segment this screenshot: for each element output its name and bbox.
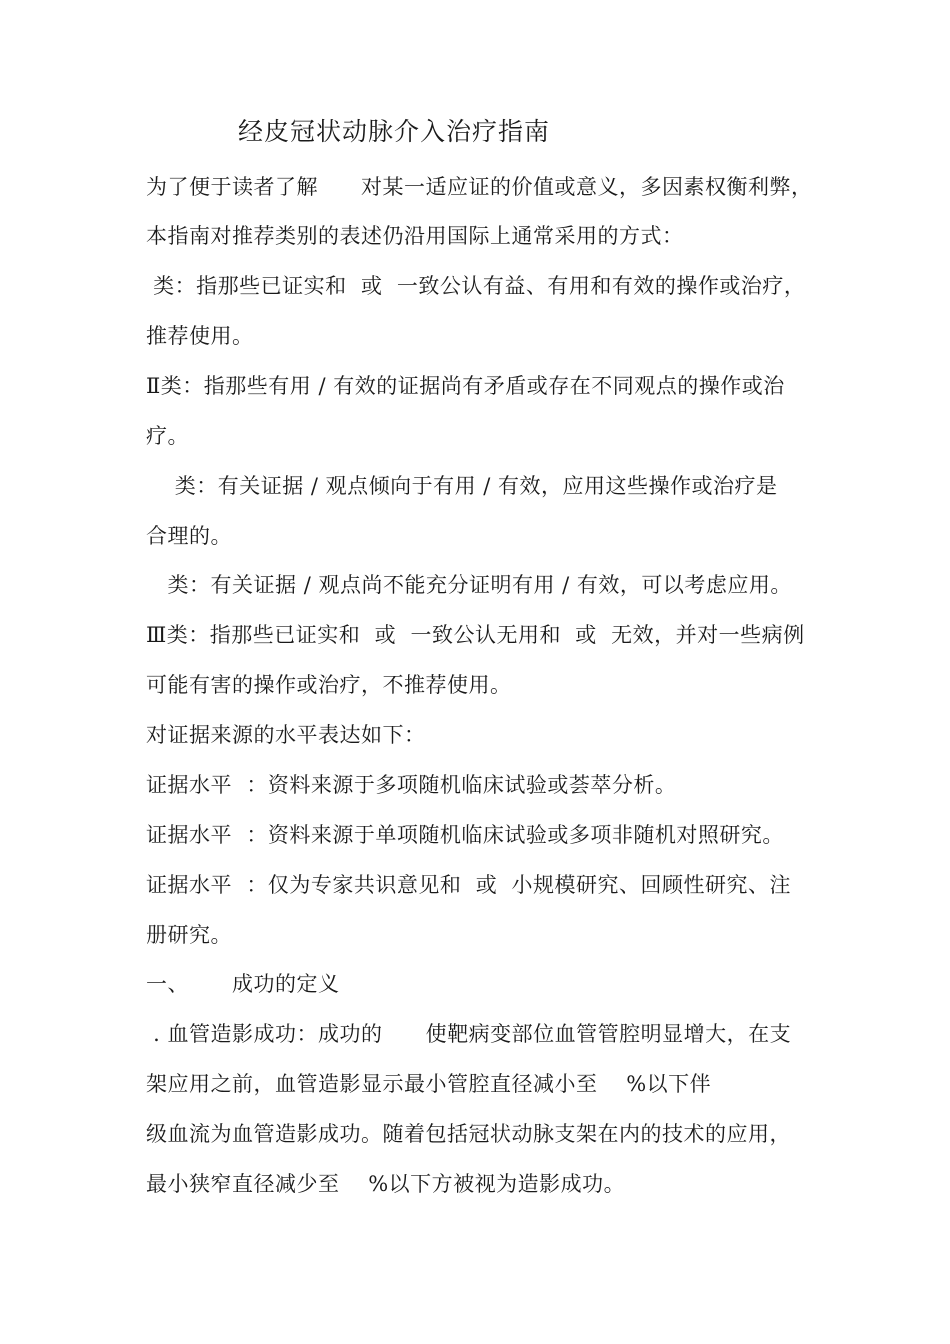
paragraph-line: 类：指那些已证实和 或 一致公认有益、有用和有效的操作或治疗， xyxy=(146,274,806,298)
paragraph-line: 最小狭窄直径减少至 %以下方被视为造影成功。 xyxy=(146,1172,626,1196)
paragraph-line: 册研究。 xyxy=(146,923,232,947)
paragraph-line: 证据水平 ：资料来源于单项随机临床试验或多项非随机对照研究。 xyxy=(146,823,784,847)
paragraph-line: 本指南对推荐类别的表述仍沿用国际上通常采用的方式： xyxy=(146,224,684,248)
paragraph-line: 可能有害的操作或治疗，不推荐使用。 xyxy=(146,673,512,697)
paragraph-line: 证据水平 ：仅为专家共识意见和 或 小规模研究、回顾性研究、注 xyxy=(146,873,792,897)
paragraph-line: 架应用之前，血管造影显示最小管腔直径减小至 %以下伴 xyxy=(146,1072,712,1096)
paragraph-line: Ⅲ类：指那些已证实和 或 一致公认无用和 或 无效，并对一些病例 xyxy=(146,623,805,647)
paragraph-line: 证据水平 ：资料来源于多项随机临床试验或荟萃分析。 xyxy=(146,773,677,797)
paragraph-line: 合理的。 xyxy=(146,524,232,548)
paragraph-line: 级血流为血管造影成功。随着包括冠状动脉支架在内的技术的应用， xyxy=(146,1122,791,1146)
paragraph-line: 为了便于读者了解 对某一适应证的价值或意义，多因素权衡利弊， xyxy=(146,175,813,199)
document-title: 经皮冠状动脉介入治疗指南 xyxy=(238,117,551,146)
paragraph-line: 推荐使用。 xyxy=(146,324,254,348)
section-heading: 一、 成功的定义 xyxy=(146,972,340,996)
paragraph-line: 类：有关证据 / 观点尚不能充分证明有用 / 有效，可以考虑应用。 xyxy=(146,573,792,597)
paragraph-line: . 血管造影成功：成功的 使靶病变部位血管管腔明显增大，在支 xyxy=(146,1022,792,1046)
paragraph-line: 对证据来源的水平表达如下： xyxy=(146,723,426,747)
paragraph-line: 疗。 xyxy=(146,424,189,448)
paragraph-line: 类：有关证据 / 观点倾向于有用 / 有效，应用这些操作或治疗是 xyxy=(146,474,778,498)
paragraph-line: Ⅱ类：指那些有用 / 有效的证据尚有矛盾或存在不同观点的操作或治 xyxy=(146,374,785,398)
